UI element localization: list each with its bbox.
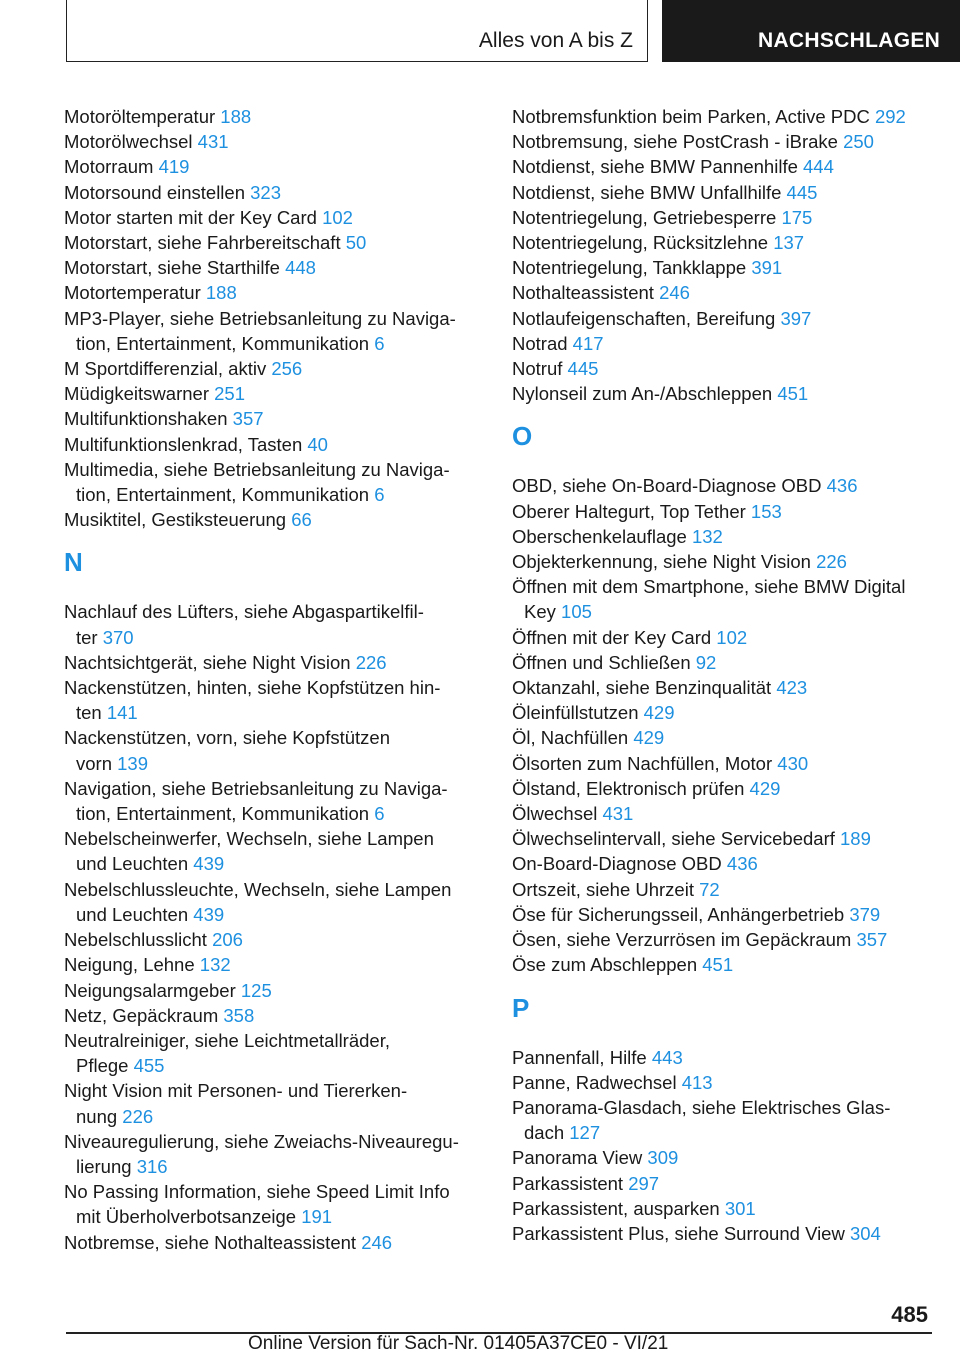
index-entry — [512, 230, 932, 255]
index-entry-page-link[interactable]: 246 — [659, 282, 690, 304]
index-entry-term: Parkassistent Plus, siehe Surround View — [512, 1222, 845, 1244]
index-entry — [512, 751, 932, 776]
index-entry-page-link[interactable]: 92 — [695, 651, 717, 673]
index-entry-term: Pannenfall, Hilfe — [512, 1046, 647, 1068]
index-entry — [512, 902, 932, 927]
index-entry-page-link[interactable]: 6 — [374, 803, 385, 825]
index-entry-page-link[interactable]: 316 — [136, 1155, 168, 1177]
index-entry-page-link[interactable]: 188 — [220, 106, 252, 127]
index-entry-term: Nebelscheinwerfer, Wechseln, siehe Lampen und Leuchten — [64, 828, 434, 875]
index-entry-term: Motorölwechsel — [64, 131, 193, 153]
index-column-right — [512, 104, 932, 1246]
index-entry-page-link[interactable]: 102 — [716, 626, 748, 648]
index-entry — [64, 927, 474, 952]
index-entry — [512, 1070, 932, 1095]
index-entry — [64, 356, 474, 381]
index-entry-page-link[interactable]: 397 — [780, 307, 812, 329]
index-entry-term: Oberschenkelauflage — [512, 525, 687, 547]
index-entry-term: Öse für Sicherungsseil, Anhängerbetrieb — [512, 903, 845, 925]
index-entry-term: Ölsorten zum Nachfüllen, Motor — [512, 752, 773, 774]
index-entry-term: Müdigkeitswarner — [64, 383, 209, 405]
index-entry — [64, 432, 474, 457]
index-entry — [512, 725, 932, 750]
index-entry — [64, 154, 474, 179]
index-entry-term: On-Board-Diagnose OBD — [512, 853, 722, 875]
chapter-title: NACHSCHLAGEN — [758, 29, 941, 52]
index-entry-page-link[interactable]: 429 — [643, 702, 675, 724]
index-entry — [512, 1095, 932, 1145]
index-entry-page-link[interactable]: 297 — [628, 1172, 660, 1194]
index-entry-page-link[interactable]: 301 — [724, 1197, 756, 1219]
index-entry — [512, 255, 932, 280]
index-entry — [64, 650, 474, 675]
index-entry-page-link[interactable]: 141 — [106, 702, 138, 724]
index-entry-page-link[interactable]: 429 — [633, 727, 665, 749]
index-entry-page-link[interactable]: 455 — [133, 1055, 165, 1077]
index-entry-page-link[interactable]: 246 — [361, 1231, 393, 1253]
index-entry — [64, 381, 474, 406]
index-entry-page-link[interactable]: 357 — [856, 929, 888, 951]
index-entry-page-link[interactable]: 189 — [840, 828, 871, 850]
index-entry-page-link[interactable]: 132 — [199, 954, 231, 976]
index-entry-term: Motorstart, siehe Starthilfe — [64, 257, 280, 279]
index-entry-page-link[interactable]: 105 — [561, 601, 592, 623]
index-entry-term: Neigungsalarmgeber — [64, 979, 236, 1001]
index-entry-page-link[interactable]: 358 — [223, 1004, 255, 1026]
index-entry-page-link[interactable]: 102 — [322, 206, 353, 228]
index-entry — [512, 524, 932, 549]
index-entry — [64, 1028, 474, 1078]
index-entry — [512, 154, 932, 179]
index-entry-term: Panorama-Glasdach, siehe Elektrisches Glas- dach — [512, 1096, 891, 1144]
index-entry-page-link[interactable]: 309 — [647, 1147, 679, 1169]
index-entry-term: MP3-Player, siehe Betriebsanleitung zu Naviga- tion, Entertainment, Kommunikation — [64, 307, 456, 354]
index-entry-term: Öleinfüllstutzen — [512, 702, 639, 724]
index-entry-page-link[interactable]: 448 — [285, 257, 316, 279]
index-entry-page-link[interactable]: 436 — [726, 853, 758, 875]
index-column-left — [64, 104, 474, 1255]
index-letter-heading: N — [64, 547, 83, 578]
index-entry-term: Nachtsichtgerät, siehe Night Vision — [64, 651, 351, 673]
index-entry — [64, 280, 474, 305]
index-entry-page-link[interactable]: 125 — [240, 979, 272, 1001]
index-entry — [512, 104, 932, 129]
index-entry-term: Netz, Gepäckraum — [64, 1004, 219, 1026]
index-entry-term: Neigung, Lehne — [64, 954, 195, 976]
index-entry-page-link[interactable]: 445 — [567, 358, 599, 380]
index-entry-term: Nebelschlussleuchte, Wechseln, siehe Lampen und Leuchten — [64, 878, 452, 925]
index-entry-page-link[interactable]: 443 — [651, 1046, 683, 1068]
index-entry-page-link[interactable]: 445 — [786, 181, 818, 203]
index-entry-page-link[interactable]: 226 — [122, 1105, 154, 1127]
index-entry — [64, 230, 474, 255]
index-entry-page-link[interactable]: 251 — [214, 383, 245, 405]
index-entry-page-link[interactable]: 451 — [702, 954, 734, 976]
index-entry-term: Nackenstützen, hinten, siehe Kopfstützen hin- ten — [64, 677, 441, 724]
index-entry — [512, 1045, 932, 1070]
section-tab — [66, 0, 648, 62]
index-entry-term: No Passing Information, siehe Speed Limit Info mit Überholverbotsanzeige — [64, 1181, 450, 1228]
index-entry — [512, 180, 932, 205]
index-entry — [512, 1145, 932, 1170]
index-entry — [64, 306, 474, 356]
index-entry-term: Neutralreiniger, siehe Leichtmetallräder, Pflege — [64, 1029, 390, 1077]
index-entry-page-link[interactable]: 6 — [374, 484, 385, 506]
index-entry-page-link[interactable]: 451 — [777, 383, 809, 405]
index-entry-term: Nylonseil zum An-/Abschleppen — [512, 383, 773, 405]
index-entry-term: Notentriegelung, Rücksitzlehne — [512, 232, 769, 254]
index-entry-term: Notbremsung, siehe PostCrash - iBrake — [512, 131, 838, 153]
index-entry-page-link[interactable]: 417 — [572, 332, 604, 354]
index-entry — [512, 306, 932, 331]
index-entry-page-link[interactable]: 175 — [781, 206, 813, 228]
index-entry — [512, 952, 932, 977]
index-entry — [64, 877, 474, 927]
index-entry — [64, 599, 474, 649]
index-entry — [512, 549, 932, 574]
index-letter-heading: P — [512, 992, 530, 1023]
index-entry-term: Notdienst, siehe BMW Pannenhilfe — [512, 156, 798, 178]
index-entry — [512, 331, 932, 356]
index-entry — [64, 776, 474, 826]
index-entry-term: Multifunktionshaken — [64, 408, 228, 430]
index-entry-term: Niveauregulierung, siehe Zweiachs-Niveauregu- lierung — [64, 1130, 459, 1177]
index-entry-term: Notbremsfunktion beim Parken, Active PDC — [512, 106, 870, 127]
index-entry-term: Motortemperatur — [64, 282, 201, 304]
index-entry-page-link[interactable]: 423 — [776, 677, 808, 699]
index-entry — [64, 1129, 474, 1179]
index-entry-term: Nebelschlusslicht — [64, 929, 207, 951]
index-entry-page-link[interactable]: 66 — [291, 509, 312, 531]
index-entry-page-link[interactable]: 430 — [777, 752, 809, 774]
index-entry — [512, 1196, 932, 1221]
index-entry — [512, 1171, 932, 1196]
index-entry — [64, 406, 474, 431]
index-entry — [512, 356, 932, 381]
index-entry-term: Ölwechsel — [512, 803, 598, 825]
index-entry — [64, 1078, 474, 1128]
index-entry-page-link[interactable]: 413 — [681, 1071, 713, 1093]
index-entry — [512, 927, 932, 952]
chapter-tab — [662, 0, 960, 62]
index-entry-page-link[interactable]: 292 — [874, 106, 906, 127]
index-entry-term: Öffnen und Schließen — [512, 651, 691, 673]
index-entry — [512, 1221, 932, 1246]
index-entry-page-link[interactable]: 50 — [345, 232, 367, 254]
index-entry — [512, 574, 932, 624]
index-entry-page-link[interactable]: 139 — [117, 752, 149, 774]
index-entry-term: Oktanzahl, siehe Benzinqualität — [512, 677, 772, 699]
index-entry-page-link[interactable]: 439 — [193, 903, 225, 925]
index-entry-page-link[interactable]: 436 — [826, 475, 858, 497]
index-entry-term: Nothalteassistent — [512, 282, 654, 304]
index-entry-page-link[interactable]: 370 — [102, 626, 134, 648]
index-entry-term: Parkassistent, ausparken — [512, 1197, 720, 1219]
index-entry-term: Ösen, siehe Verzurrösen im Gepäckraum — [512, 929, 852, 951]
index-entry-term: Musiktitel, Gestiksteuerung — [64, 509, 287, 531]
index-entry-term: Öse zum Abschleppen — [512, 954, 698, 976]
index-entry-term: M Sportdifferenzial, aktiv — [64, 358, 267, 380]
index-entry-page-link[interactable]: 357 — [232, 408, 264, 430]
page-footer — [66, 1302, 932, 1332]
index-entry-term: Panne, Radwechsel — [512, 1071, 677, 1093]
index-entry-page-link[interactable]: 127 — [569, 1122, 601, 1144]
index-entry-term: Nachlauf des Lüfters, siehe Abgaspartikelfil- ter — [64, 601, 424, 648]
index-entry-page-link[interactable]: 40 — [307, 433, 328, 455]
index-entry — [64, 507, 474, 532]
index-entry-page-link[interactable]: 191 — [301, 1206, 333, 1228]
index-letter-heading: O — [512, 421, 533, 452]
index-entry-term: Navigation, siehe Betriebsanleitung zu Naviga- tion, Entertainment, Kommunikation — [64, 777, 448, 825]
index-entry-term: Motorstart, siehe Fahrbereitschaft — [64, 232, 341, 254]
index-entry — [64, 826, 474, 876]
index-entry — [64, 952, 474, 977]
index-entry-term: Notentriegelung, Tankklappe — [512, 257, 747, 279]
index-entry — [64, 725, 474, 775]
index-entry-term: Ölstand, Elektronisch prüfen — [512, 777, 745, 799]
index-entry — [512, 280, 932, 305]
index-entry-page-link[interactable]: 137 — [773, 232, 805, 254]
index-entry-page-link[interactable]: 250 — [843, 131, 874, 153]
index-entry — [512, 650, 932, 675]
index-entry-term: Notrad — [512, 332, 568, 354]
index-entry-term: Motoröltemperatur — [64, 106, 216, 127]
index-entry-term: Öffnen mit der Key Card — [512, 626, 712, 648]
version-note: Online Version für Sach-Nr. 01405A37CE0 - VI/21 — [248, 1333, 669, 1354]
index-entry-page-link[interactable]: 188 — [205, 282, 237, 304]
index-entry-term: Oberer Haltegurt, Top Tether — [512, 500, 746, 522]
index-entry-term: Motor starten mit der Key Card — [64, 206, 317, 228]
index-entry-term: Ortszeit, siehe Uhrzeit — [512, 878, 694, 900]
index-entry — [512, 473, 932, 498]
index-entry — [64, 1179, 474, 1229]
index-entry-page-link[interactable]: 439 — [193, 853, 225, 875]
index-entry — [512, 205, 932, 230]
index-entry — [512, 625, 932, 650]
index-entry-term: Motorsound einstellen — [64, 181, 245, 203]
index-entry-term: Panorama View — [512, 1147, 643, 1169]
index-entry — [64, 1003, 474, 1028]
index-entry-term: Öffnen mit dem Smartphone, siehe BMW Digital Key — [512, 576, 906, 623]
index-entry — [512, 381, 932, 406]
index-entry — [512, 826, 932, 851]
index-entry-page-link[interactable]: 379 — [849, 903, 881, 925]
index-entry — [64, 457, 474, 507]
index-entry — [64, 104, 474, 129]
index-entry-page-link[interactable]: 226 — [816, 551, 847, 573]
index-entry-term: Motorraum — [64, 156, 154, 178]
index-entry-term: OBD, siehe On-Board-Diagnose OBD — [512, 475, 822, 497]
section-title: Alles von A bis Z — [478, 29, 633, 52]
index-entry — [64, 129, 474, 154]
index-entry-term: Objekterkennung, siehe Night Vision — [512, 551, 811, 573]
index-entry — [512, 499, 932, 524]
index-entry-page-link[interactable]: 132 — [691, 525, 723, 547]
index-entry-page-link[interactable]: 323 — [250, 181, 282, 203]
index-entry — [512, 700, 932, 725]
index-entry-page-link[interactable]: 256 — [271, 358, 303, 380]
index-entry — [512, 801, 932, 826]
index-entry — [64, 205, 474, 230]
index-entry-term: Multimedia, siehe Betriebsanleitung zu Naviga- tion, Entertainment, Kommunikation — [64, 458, 450, 506]
index-entry-page-link[interactable]: 153 — [750, 500, 782, 522]
index-entry-term: Night Vision mit Personen- und Tiererken- nung — [64, 1080, 408, 1127]
index-entry-page-link[interactable]: 206 — [212, 929, 243, 951]
index-entry-page-link[interactable]: 429 — [749, 777, 781, 799]
index-entry-page-link[interactable]: 72 — [699, 878, 720, 900]
index-entry — [512, 877, 932, 902]
index-entry-term: Notentriegelung, Getriebesperre — [512, 206, 777, 228]
page-header — [66, 0, 960, 62]
index-entry — [64, 180, 474, 205]
index-entry-term: Öl, Nachfüllen — [512, 727, 629, 749]
index-entry — [512, 675, 932, 700]
index-entry-term: Notlaufeigenschaften, Bereifung — [512, 307, 776, 329]
index-entry-term: Notbremse, siehe Nothalteassistent — [64, 1231, 357, 1253]
index-entry-term: Multifunktionslenkrad, Tasten — [64, 433, 303, 455]
index-entry — [512, 776, 932, 801]
index-entry-page-link[interactable]: 226 — [355, 651, 387, 673]
index-entry-term: Notdienst, siehe BMW Unfallhilfe — [512, 181, 782, 203]
index-entry-page-link[interactable]: 391 — [751, 257, 783, 279]
index-entry-term: Parkassistent — [512, 1172, 624, 1194]
index-entry — [64, 1230, 474, 1255]
index-entry-page-link[interactable]: 304 — [849, 1222, 881, 1244]
index-entry-page-link[interactable]: 419 — [158, 156, 190, 178]
index-entry — [512, 129, 932, 154]
index-entry — [64, 255, 474, 280]
index-entry-term: Ölwechselintervall, siehe Servicebedarf — [512, 828, 835, 850]
index-entry — [64, 978, 474, 1003]
index-entry — [64, 675, 474, 725]
index-entry-page-link[interactable]: 431 — [602, 803, 634, 825]
index-entry-page-link[interactable]: 444 — [803, 156, 834, 178]
index-entry — [512, 851, 932, 876]
index-entry-term: Nackenstützen, vorn, siehe Kopfstützen vorn — [64, 727, 390, 774]
index-entry-page-link[interactable]: 431 — [197, 131, 229, 153]
page-number: 485 — [891, 1302, 928, 1327]
index-entry-term: Notruf — [512, 358, 563, 380]
index-entry-page-link[interactable]: 6 — [374, 332, 385, 354]
